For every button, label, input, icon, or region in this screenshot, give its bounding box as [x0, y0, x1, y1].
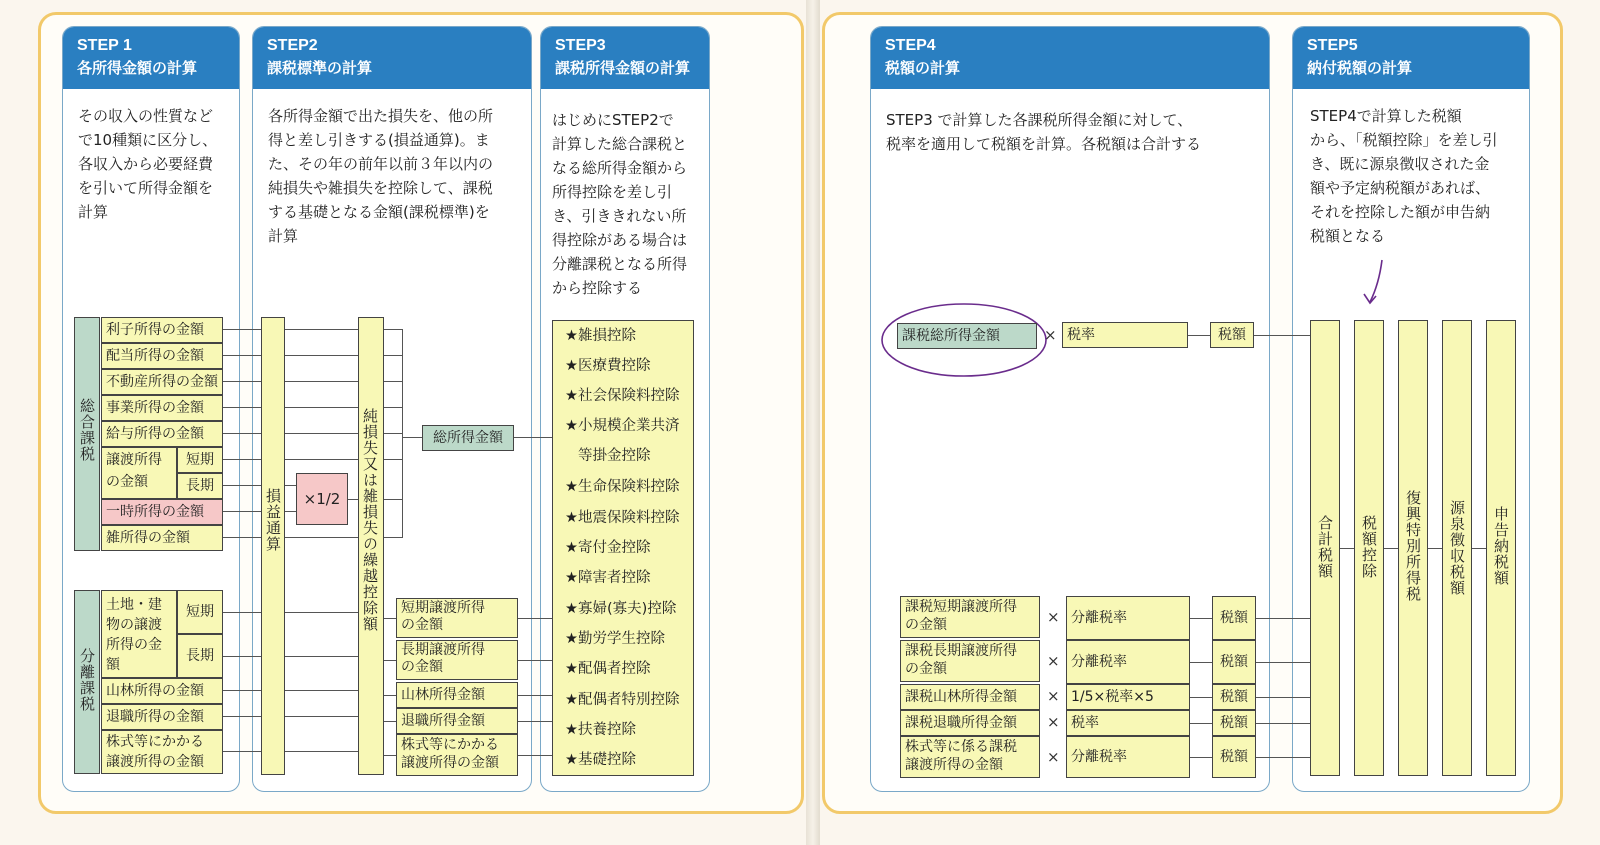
deduction-item: 等掛金控除	[578, 448, 651, 464]
step2-long-transfer: 長期譲渡所得 の金額	[396, 640, 518, 680]
step2-number: STEP2	[267, 37, 318, 54]
step5-header	[1293, 27, 1529, 89]
deduction-item: ★配偶者控除	[565, 661, 651, 677]
step4-header	[871, 27, 1269, 89]
times-operator: ×	[1047, 652, 1060, 670]
times-operator: ×	[1047, 713, 1060, 731]
tax-credit-label: 税額控除	[1360, 515, 1378, 579]
deduction-item: ★勤労学生控除	[565, 631, 665, 647]
tax-forest: 税額	[1212, 684, 1256, 710]
step1-header	[63, 27, 239, 89]
step3-header	[541, 27, 709, 89]
kurikoshi-kojo-label: 純損失又は雑損失の繰越控除額	[361, 408, 379, 632]
kazei-forest: 課税山林所得金額	[900, 684, 1040, 710]
step5-title: 納付税額の計算	[1307, 59, 1413, 77]
deduction-item: ★雑損控除	[565, 328, 636, 344]
step3-number: STEP3	[555, 37, 606, 54]
handwritten-arrow-icon	[1360, 258, 1390, 308]
transfer-long: 長期	[177, 473, 223, 499]
step4-desc: STEP3 で計算した各課税所得金額に対して、 税率を適用して税額を計算。各税額は合計する	[886, 111, 1202, 153]
rate-short-transfer: 分離税率	[1066, 596, 1190, 640]
step2-stocks: 株式等にかかる 譲渡所得の金額	[396, 734, 518, 776]
step1-desc: その収入の性質など で10種類に区分し、 各収入から必要経費 を引いて所得金額を 計算	[78, 107, 218, 221]
land-long: 長期	[177, 634, 223, 678]
step1-title: 各所得金額の計算	[77, 59, 198, 77]
income-retirement: 退職所得の金額	[101, 704, 223, 730]
reconstruction-tax-label: 復興特別所得税	[1404, 490, 1422, 602]
page-fold	[806, 0, 820, 845]
step3-title: 課税所得金額の計算	[555, 59, 691, 77]
tax-stocks: 税額	[1212, 736, 1256, 778]
kazei-short-transfer: 課税短期譲渡所得 の金額	[900, 596, 1040, 638]
step2-header	[253, 27, 531, 89]
rate-retirement: 税率	[1066, 710, 1190, 736]
step1-number: STEP 1	[77, 37, 132, 54]
group-bunri-label: 分離課税	[78, 648, 96, 712]
income-misc: 雑所得の金額	[101, 525, 223, 551]
deduction-item: ★扶養控除	[565, 722, 636, 738]
income-salary: 給与所得の金額	[101, 421, 223, 447]
times-operator: ×	[1044, 326, 1057, 344]
deduction-item: ★寄付金控除	[565, 540, 651, 556]
times-operator: ×	[1047, 608, 1060, 626]
step2-short-transfer: 短期譲渡所得 の金額	[396, 598, 518, 638]
step2-desc: 各所得金額で出た損失を、他の所 得と差し引きする(損益通算)。ま た、その年の前年以前３年以内の 純損失や雑損失を控除して、課税 する基礎となる金額(課税標準)を 計算	[268, 107, 494, 245]
step5-number: STEP5	[1307, 37, 1358, 54]
income-dividend: 配当所得の金額	[101, 343, 223, 369]
deduction-item: ★生命保険料控除	[565, 479, 680, 495]
rate-long-transfer: 分離税率	[1066, 640, 1190, 684]
deduction-item: ★小規模企業共済	[565, 418, 680, 434]
tax-retirement: 税額	[1212, 710, 1256, 736]
step3-desc: はじめにSTEP2で 計算した総合課税と なる総所得金額から 所得控除を差し引 き、引ききれない所 得控除がある場合は 分離課税となる所得 から控除する	[552, 111, 688, 297]
income-business: 事業所得の金額	[101, 395, 223, 421]
deduction-item: ★寡婦(寡夫)控除	[565, 601, 677, 617]
rate-stocks: 分離税率	[1066, 736, 1190, 778]
deduction-item: ★配偶者特別控除	[565, 692, 680, 708]
kazei-long-transfer: 課税長期譲渡所得 の金額	[900, 640, 1040, 682]
deduction-item: ★社会保険料控除	[565, 388, 680, 404]
deduction-item: ★医療費控除	[565, 358, 651, 374]
income-interest: 利子所得の金額	[101, 317, 223, 343]
deduction-item: ★障害者控除	[565, 570, 651, 586]
declared-tax-label: 申告納税額	[1492, 506, 1510, 586]
income-transfer: 譲渡所得 の金額	[101, 447, 177, 499]
income-forest: 山林所得の金額	[101, 678, 223, 704]
income-occasional: 一時所得の金額	[101, 499, 223, 525]
income-stocks: 株式等にかかる 譲渡所得の金額	[101, 730, 223, 774]
kazei-stocks: 株式等に係る課税 譲渡所得の金額	[900, 736, 1040, 778]
soneki-tsusan-label: 損益通算	[264, 488, 282, 552]
tax-long-transfer: 税額	[1212, 640, 1256, 684]
land-short: 短期	[177, 590, 223, 634]
total-tax-label: 合計税額	[1316, 515, 1334, 579]
rate-forest: 1/5×税率×5	[1066, 684, 1190, 710]
income-real-estate: 不動産所得の金額	[101, 369, 223, 395]
times-operator: ×	[1047, 748, 1060, 766]
kazei-sosho-kingaku: 課税総所得金額	[897, 323, 1037, 349]
deduction-item: ★基礎控除	[565, 752, 636, 768]
half-multiplier: ×1/2	[296, 473, 348, 525]
income-land-building: 土地・建 物の譲渡 所得の金 額	[101, 590, 177, 678]
deduction-item: ★地震保険料控除	[565, 510, 680, 526]
step5-desc: STEP4で計算した税額 から、「税額控除」を差し引 き、既に源泉徴収された金 額や予定納税額があれば、 それを控除した額が申告納 税額となる	[1310, 107, 1498, 245]
group-sogo-label: 総合課税	[78, 398, 96, 462]
top-rate: 税率	[1062, 322, 1188, 348]
kazei-retirement: 課税退職所得金額	[900, 710, 1040, 736]
step2-retirement: 退職所得金額	[396, 708, 518, 734]
step2-title: 課税標準の計算	[267, 59, 373, 77]
times-operator: ×	[1047, 687, 1060, 705]
step2-forest: 山林所得金額	[396, 682, 518, 708]
withholding-tax-label: 源泉徴収税額	[1448, 500, 1466, 596]
step4-title: 税額の計算	[885, 59, 961, 77]
step4-number: STEP4	[885, 37, 936, 54]
transfer-short: 短期	[177, 447, 223, 473]
tax-short-transfer: 税額	[1212, 596, 1256, 640]
top-tax: 税額	[1210, 322, 1254, 348]
sosho-tokukingaku: 総所得金額	[422, 425, 514, 451]
